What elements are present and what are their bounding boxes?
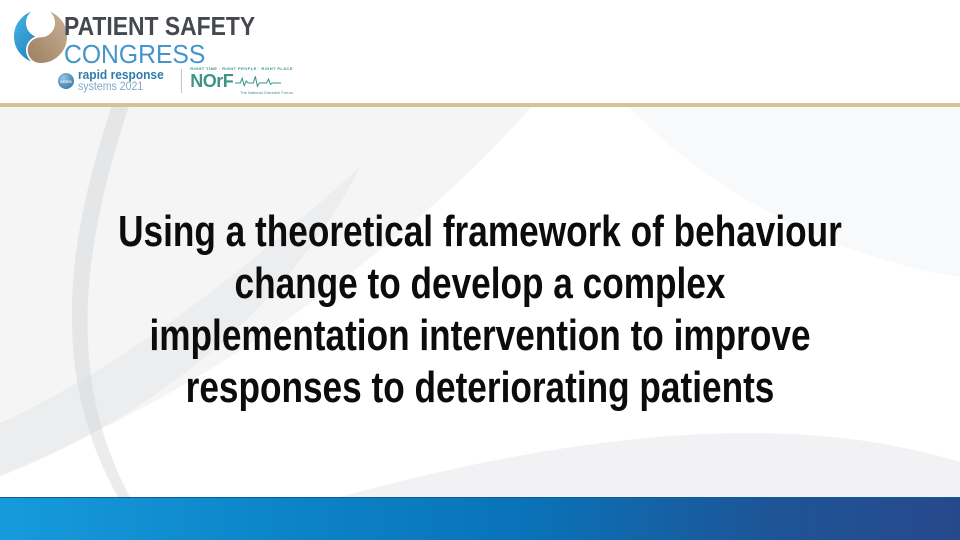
slide-title xyxy=(96,206,864,414)
rapid-response-line1: rapid response xyxy=(78,67,164,83)
footer-gradient-bar xyxy=(0,497,960,540)
brand-wordmark xyxy=(64,11,281,70)
patient-safety-congress-swirl-icon xyxy=(12,8,69,65)
rapid-response-line2: systems 2021 xyxy=(78,81,144,94)
srrs-badge-label: SRRS xyxy=(60,78,72,84)
brand-congress: CONGRESS xyxy=(64,39,206,69)
norf-logo xyxy=(190,67,293,95)
norf-subtitle: The National Outreach Forum xyxy=(240,90,293,95)
ecg-trace-icon xyxy=(235,74,281,88)
slide-header xyxy=(0,0,960,107)
logo-divider xyxy=(181,69,182,93)
slide-title-line-2: change to develop a complex xyxy=(234,259,726,308)
brand-patient-safety: PATIENT SAFETY xyxy=(64,11,256,41)
norf-name: NOrF xyxy=(190,71,234,91)
srrs-globe-icon xyxy=(58,73,74,89)
partner-logos xyxy=(58,67,293,95)
slide-title-line-4: responses to deteriorating patients xyxy=(185,363,775,412)
rapid-response-logo xyxy=(78,68,171,94)
slide-title-line-1: Using a theoretical framework of behaviour xyxy=(118,207,842,256)
slide-title-line-3: implementation intervention to improve xyxy=(149,311,811,360)
norf-tagline: RIGHT TIME · RIGHT PEOPLE · RIGHT PLACE xyxy=(190,66,293,71)
